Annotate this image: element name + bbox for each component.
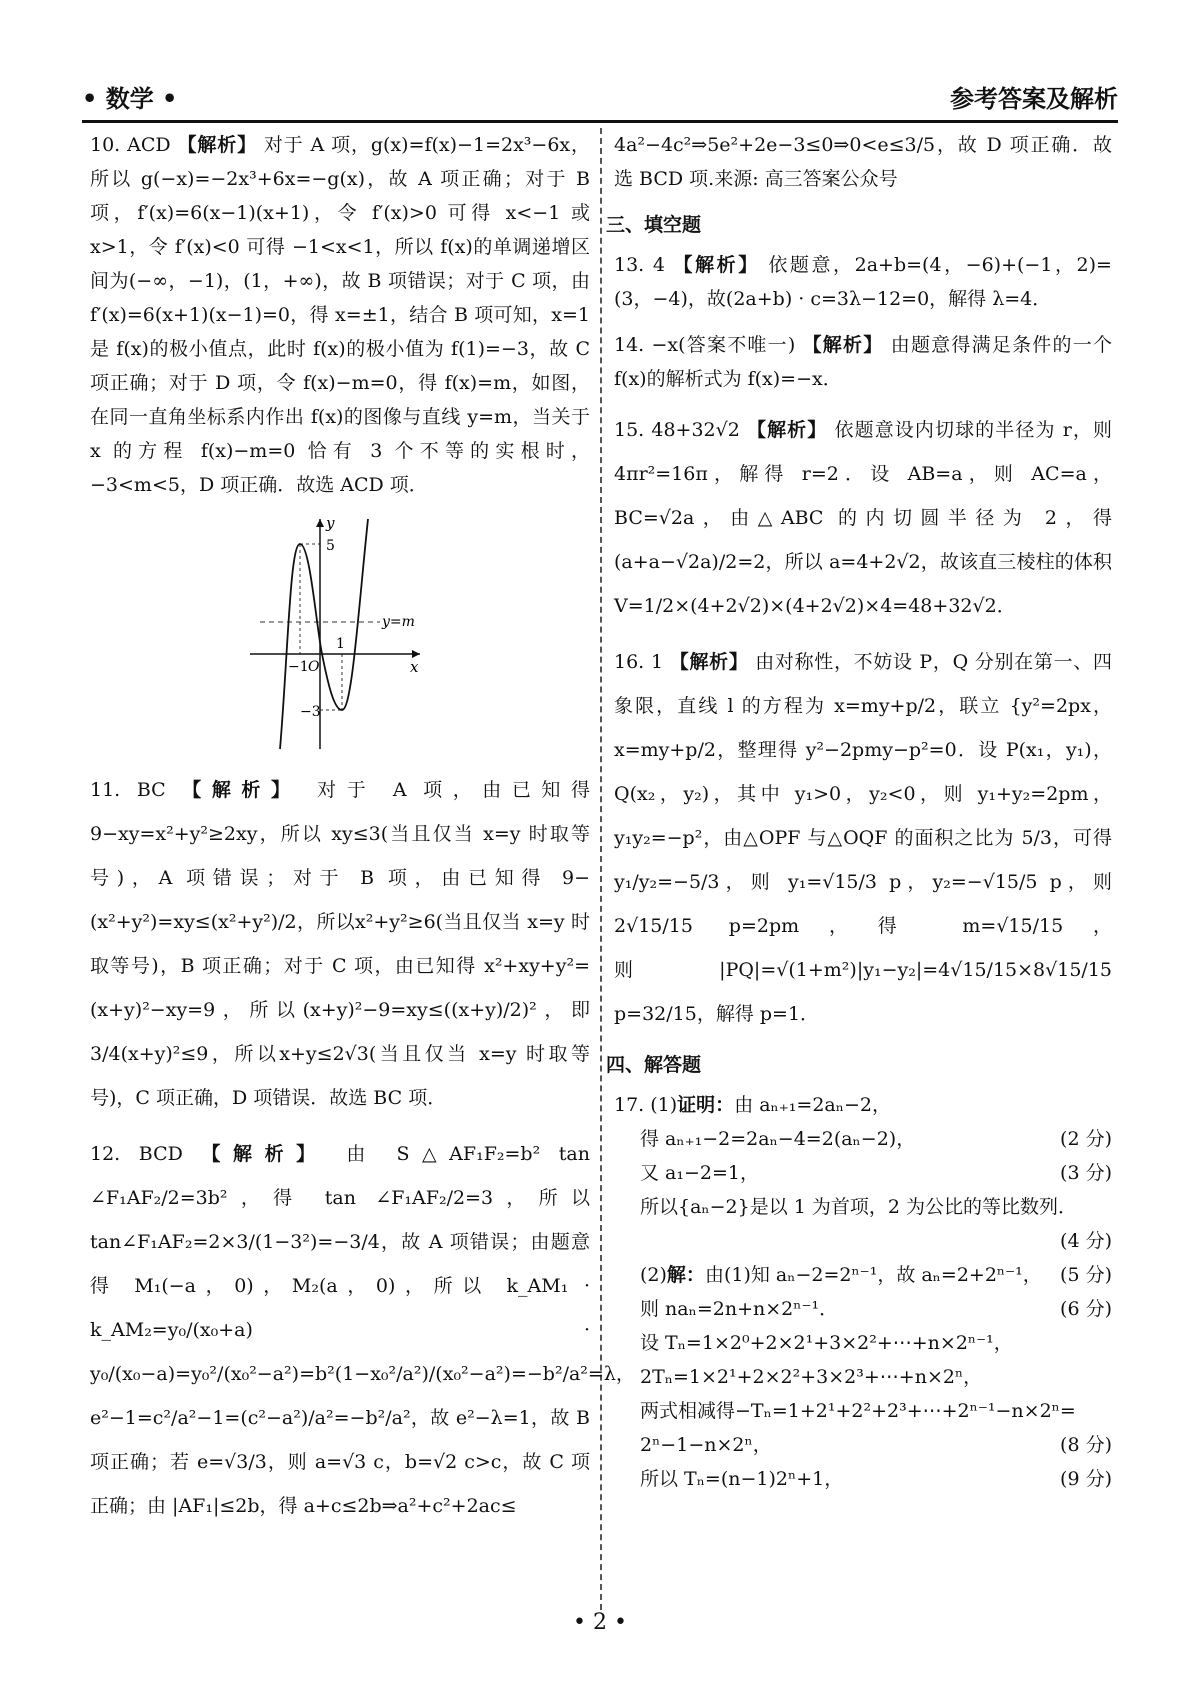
doc-title: 参考答案及解析 xyxy=(950,84,1118,113)
step-line: 2Tₙ=1×2¹+2×2²+3×2³+⋯+n×2ⁿ， xyxy=(640,1366,983,1388)
svg-text:y=m: y=m xyxy=(382,614,415,630)
question-13: 13. 4 【解析】 依题意，2a+b=(4，−6)+(−1，2)=(3，−4)，故(2a+b) · c=3λ−12=0，解得 λ=4． xyxy=(614,254,1112,310)
step-line: 设 Tₙ=1×2⁰+2×2¹+3×2²+⋯+n×2ⁿ⁻¹， xyxy=(640,1332,1013,1354)
step-line: 所以{aₙ−2}是以 1 为首项，2 为公比的等比数列． xyxy=(640,1196,1078,1218)
svg-text:x: x xyxy=(410,658,419,676)
step-line: 所以 Tₙ=(n−1)2ⁿ+1， (9 分) xyxy=(640,1468,1112,1490)
step-line: 得 aₙ₊₁−2=2aₙ−4=2(aₙ−2)， (2 分) xyxy=(640,1128,1112,1150)
question-17: 17. (1)证明：由 aₙ₊₁=2aₙ−2， 得 aₙ₊₁−2=2aₙ−4=2(aₙ−2)， (2 分) 又 a₁−2=1， (3 分) 所以{aₙ−2}是以 1 为首项，2 为公比的等比数列． (4 分) (2)解：由(1)知 aₙ−2=2ⁿ⁻¹，故 aₙ=2+2ⁿ⁻¹， (5 分) 则 naₙ=2n+n×2ⁿ⁻¹． (6 分) 设 Tₙ=1×2⁰+2×2¹+3×2²+⋯+n×2ⁿ⁻¹， 2Tₙ=1×2¹+2×2²+3×2³+⋯+n×2ⁿ， 两式相减得−Tₙ=1+2¹+2²+2³+⋯+2ⁿ⁻¹−n×2ⁿ= 2ⁿ−1−n×2ⁿ， (8 分) 所以 Tₙ=(n−1)2ⁿ+1， (9 分) xyxy=(614,1088,1112,1496)
svg-text:−1: −1 xyxy=(288,659,309,675)
page-number: • 2 • xyxy=(573,1610,627,1635)
question-10: 10. ACD 【解析】 对于 A 项，g(x)=f(x)−1=2x³−6x，所以 g(−x)=−2x³+6x=−g(x)，故 A 项正确；对于 B 项，f′(x)=6(x−1)(x+1)，令 f′(x)>0 可得 x<−1 或 x>1，令 f′(x)<0 可得 −1<x<1，所以 f(x)的单调递增区间为(−∞，−1)，(1，+∞)，故 B 项错误；对于 C 项，由 f′(x)=6(x+1)(x−1)=0，得 x=±1，结合 B 项可知，x=1 是 f(x)的极小值点，此时 f(x)的极小值为 f(1)=−3，故 C 项正确；对于 D 项，令 f(x)−m=0，得 f(x)=m，如图，在同一直角坐标系内作出 f(x)的图像与直线 y=m，当关于 x 的方程 f(x)−m=0 恰有 3 个不等的实根时，−3<m<5，D 项正确．故选 ACD 项． xyxy=(90,134,590,496)
svg-text:−3: −3 xyxy=(300,704,321,720)
step-line: 则 naₙ=2n+n×2ⁿ⁻¹． (6 分) xyxy=(640,1298,1112,1320)
section-fill-in: 三、填空题 xyxy=(606,214,702,236)
page-header xyxy=(82,84,1118,123)
step-line: 两式相减得−Tₙ=1+2¹+2²+2³+⋯+2ⁿ⁻¹−n×2ⁿ= xyxy=(640,1400,1076,1422)
cubic-function-graph xyxy=(250,514,430,754)
question-15: 15. 48+32√2 【解析】 依题意设内切球的半径为 r，则 4πr²=16π，解得 r=2．设 AB=a，则 AC=a，BC=√2a，由△ABC 的内切圆半径为 2，得 (a+a−√2a)/2=2，所以 a=4+2√2，故该直三棱柱的体积 V=1/2×(4+2√2)×(4+2√2)×4=48+32√2． xyxy=(614,419,1112,617)
step-line: (2)解：由(1)知 aₙ−2=2ⁿ⁻¹，故 aₙ=2+2ⁿ⁻¹， (5 分) xyxy=(640,1264,1112,1286)
left-column xyxy=(90,128,635,1540)
section-solutions: 四、解答题 xyxy=(606,1054,702,1076)
question-11: 11. BC 【解析】 对于 A 项，由已知得 9−xy=x²+y²≥2xy，所以 xy≤3(当且仅当 x=y 时取等号)，A 项错误；对于 B 项，由已知得 9−(x²+y²)=xy≤(x²+y²)/2，所以x²+y²≥6(当且仅当 x=y 时取等号)，B 项正确；对于 C 项，由已知得 x²+xy+y²=(x+y)²−xy=9，所以(x+y)²−9=xy≤((x+y)/2)²，即 3/4(x+y)²≤9，所以x+y≤2√3(当且仅当 x=y 时取等号)，C 项正确，D 项错误．故选 BC 项． xyxy=(90,779,590,1109)
right-column xyxy=(606,128,1112,1496)
subject-label: • 数学 • xyxy=(82,84,178,113)
svg-text:y: y xyxy=(326,514,335,532)
question-16: 16. 1 【解析】 由对称性，不妨设 P，Q 分别在第一、四象限，直线 l 的方程为 x=my+p/2，联立 {y²=2px，x=my+p/2，整理得 y²−2pmy−p²=0．设 P(x₁，y₁)，Q(x₂，y₂)，其中 y₁>0，y₂<0，则 y₁+y₂=2pm，y₁y₂=−p²，由△OPF 与△OQF 的面积之比为 5/3，可得 y₁/y₂=−5/3，则 y₁=√15/3 p，y₂=−√15/5 p，则 2√15/15 p=2pm，得 m=√15/15，则|PQ|=√(1+m²)|y₁−y₂|=4√15/15×8√15/15 p=32/15，解得 p=1． xyxy=(614,651,1112,1025)
svg-text:1: 1 xyxy=(336,636,345,652)
points-label: (4 分) xyxy=(1060,1230,1112,1252)
svg-text:O: O xyxy=(308,659,320,675)
column-divider xyxy=(600,128,602,1610)
step-line: 又 a₁−2=1， (3 分) xyxy=(640,1162,1112,1184)
question-12-continued: 4a²−4c²⇒5e²+2e−3≤0⇒0<e≤3/5，故 D 项正确．故选 BCD 项.来源: 高三答案公众号 xyxy=(614,134,1112,190)
question-14: 14. −x(答案不唯一) 【解析】 由题意得满足条件的一个 f(x)的解析式为 f(x)=−x． xyxy=(614,334,1112,390)
step-line: 2ⁿ−1−n×2ⁿ， (8 分) xyxy=(640,1434,1112,1456)
svg-text:5: 5 xyxy=(326,538,335,554)
question-12: 12. BCD 【解析】 由 S△AF₁F₂=b² tan ∠F₁AF₂/2=3b²，得 tan ∠F₁AF₂/2=3，所以 tan∠F₁AF₂=2×3/(1−3²)=−3/4，故 A 项错误；由题意得 M₁(−a，0)，M₂(a，0)，所以 k_AM₁ · k_AM₂=y₀/(x₀+a) · y₀/(x₀−a)=y₀²/(x₀²−a²)=b²(1−x₀²/a²)/(x₀²−a²)=−b²/a²=λ，e²−1=c²/a²−1=(c²−a²)/a²=−b²/a²，故 e²−λ=1，故 B 项正确；若 e=√3/3，则 a=√3 c，b=√2 c>c，故 C 项正确；由 |AF₁|≤2b，得 a+c≤2b⇒a²+c²+2ac≤ xyxy=(90,1143,635,1517)
